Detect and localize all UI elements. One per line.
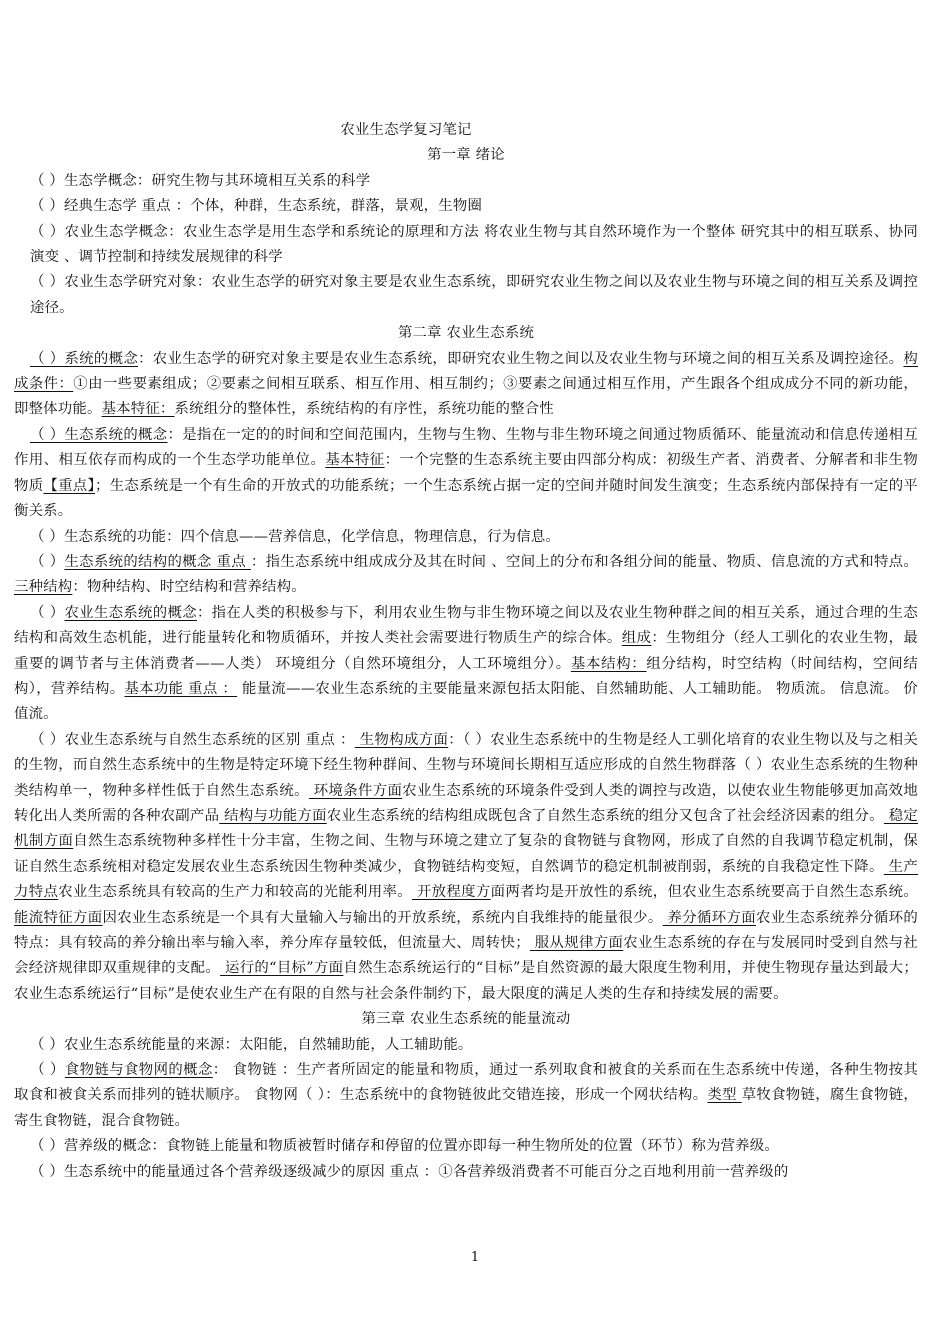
term-composition: 组成 [621, 630, 652, 647]
ch1-para-3: （ ）农业生态学概念：农业生态学是用生态学和系统论的原理和方法 将农业生物与其自然环境作为一个整体 研究其中的相互联系、协同演变 、调节控制和持续发展规律的科学 [30, 223, 918, 266]
term-food-chain-concept: 食物链与食物网的概念 [64, 1062, 213, 1079]
chapter-1-heading: 第一章 绪论 [427, 147, 505, 164]
term-environment: 环境条件方面 [308, 782, 403, 799]
term-stability: 稳定机制方面 [14, 807, 918, 850]
ch3-para-4: （ ）生态系统中的能量通过各个营养级逐级减少的原因 重点 ：①各营养级消费者不可能百分之百地利用前一营养级的 [30, 1163, 789, 1180]
ch1-para-1: （ ）生态学概念：研究生物与其环境相互关系的科学 [30, 172, 371, 189]
ch2-agro-ecosystem: （ ）农业生态系统的概念：指在人类的积极参与下，利用农业生物与非生物环境之间以及农业生物种群之间的相互关系，通过合理的生态结构和高效生态机能，进行能量转化和物质循环，并按人类社会需要进行物质生产的综合体。组成：生物组分（经人工驯化的农业生物，最重要的调节者与主体消费者——人类） 环境组分（自然环境组分，人工环境组分）。基本结构：组分结构，时空结构（时间结构，空间结构），营养结构。基本功能 重点 ： 能量流——农业生态系统的主要能量来源包括太阳能、自然辅助能、人工辅助能。 物质流。 信息流。 价值流。 [14, 604, 919, 723]
ch2-ecosystem-structure: （ ）生态系统的结构的概念 重点 ：指生态系统中组成成分及其在时间 、空间上的分布和各组分间的能量、物质、信息流的方式和特点。三种结构：物种结构、时空结构和营养结构。 [14, 553, 918, 596]
ch3-food-chain: （ ）食物链与食物网的概念： 食物链 ：生产者所固定的能量和物质，通过一系列取食和被食的关系而在生态系统中传递，各种生物按其取食和被食关系而排列的链状顺序。 食物网（ ）：生态系统中的食物链彼此交错连接，形成一个网状结构。类型 草牧食物链，腐生食物链，寄生食物链，混合食物链。 [14, 1062, 919, 1129]
chapter-2-heading: 第二章 农业生态系统 [397, 325, 535, 342]
term-basic-structure: 基本结构： [570, 655, 647, 672]
term-openness: 开放程度方 [412, 884, 491, 901]
term-basic-features: 基本特征： [101, 401, 175, 418]
term-biological-composition: 生物构成方面 [354, 731, 449, 748]
key-point-mark: 【重点】 [43, 477, 95, 494]
ch2-ecosystem-function: （ ）生态系统的功能：四个信息——营养信息，化学信息，物理信息，行为信息。 [30, 528, 561, 545]
ch1-para-2: （ ）经典生态学 重点 ：个体，种群，生态系统，群落，景观，生物圈 [30, 198, 483, 215]
term-nutrient-cycle: 养分循环方面 [662, 909, 756, 926]
document-body [14, 118, 918, 1185]
ch3-para-1: （ ）农业生态系统能量的来源：太阳能，自然辅助能，人工辅助能。 [30, 1036, 473, 1053]
chapter-3-heading: 第三章 农业生态系统的能量流动 [361, 1011, 571, 1028]
term-composition-conditions: 构成条件： [14, 350, 918, 393]
term-basic-function: 基本功能 重点 ： [124, 680, 238, 697]
ch3-para-3: （ ）营养级的概念：食物链上能量和物质被暂时储存和停留的位置亦即每一种生物所处的位置（环节）称为营养级。 [30, 1138, 779, 1155]
term-goal: 运行的“目标”方面 [220, 960, 344, 977]
term-types: 类型 [707, 1087, 742, 1104]
ch2-system-concept: （ ）系统的概念：农业生态学的研究对象主要是农业生态系统，即研究农业生物之间以及农业生物与环境之间的相互关系及调控途径。构成条件：①由一些要素组成；②要素之间相互联系、相互作用、相互制约；③要素之间通过相互作用，产生跟各个组成成分不同的新功能，即整体功能。基本特征：系统组分的整体性，系统结构的有序性，系统功能的整合性 [14, 350, 918, 418]
document-title: 农业生态学复习笔记 [340, 122, 472, 138]
ch1-para-4: （ ）农业生态学研究对象：农业生态学的研究对象主要是农业生态系统，即研究农业生物之间以及农业生物与环境之间的相互关系及调控途径。 [30, 274, 918, 316]
term-structure-concept: 生态系统的结构的概念 重点 [64, 553, 251, 570]
term-productivity: 生产力特点 [14, 858, 918, 901]
term-ecosystem-features: 基本特征 [325, 452, 385, 469]
term-three-structures: 三种结构 [14, 579, 73, 596]
ch2-ecosystem-concept: （ ）生态系统的概念：是指在一定的的时间和空间范围内，生物与生物、生物与非生物环境之间通过物质循环、能量流动和信息传递相互作用、相互依存而构成的一个生态学功能单位。基本特征：一个完整的生态系统主要由四部分构成：初级生产者、消费者、分解者和非生物物质【重点】；生态系统是一个有生命的开放式的功能系统；一个生态系统占据一定的空间并随时间发生演变；生态系统内部保持有一定的平衡关系。 [14, 426, 918, 520]
page-number: 1 [470, 1250, 480, 1265]
term-agro-ecosystem-concept: 农业生态系统的概念 [64, 604, 197, 621]
term-system-concept: （ ）系统的概念 [30, 350, 139, 367]
ch2-differences: （ ）农业生态系统与自然生态系统的区别 重点 ： 生物构成方面：（ ）农业生态系统中的生物是经人工驯化培育的农业生物以及与之相关的生物，而自然生态系统中的生物是特定环境下经生物种群间、生物与环境间长期相互适应形成的自然生物群落（ ）农业生态系统的生物种类结构单一，物种多样性低于自然生态系统。 环境条件方面农业生态系统的环境条件受到人类的调控与改造，以使农业生物能够更加高效地转化出人类所需的各种农副产品 结构与功能方面农业生态系统的结构组成既包含了自然生态系统的组分又包含了社会经济因素的组分。 稳定机制方面自然生态系统物种多样性十分丰富，生物之间、生物与环境之建立了复杂的食物链与食物网，形成了自然的自我调节稳定机制，保证自然生态系统相对稳定发展农业生态系统因生物种类减少，食物链结构变短，自然调节的稳定机制被削弱，系统的自我稳定性下降。 生产力特点农业生态系统具有较高的生产力和较高的光能利用率。 开放程度方面两者均是开放性的系统，但农业生态系统要高于自然生态系统。 能流特征方面因农业生态系统是一个具有大量输入与输出的开放系统，系统内自我维持的能量很少。 养分循环方面农业生态系统养分循环的特点：具有较高的养分输出率与输入率，养分库存量较低，但流量大、周转快； 服从规律方面农业生态系统的存在与发展同时受到自然与社会经济规律即双重规律的支配。 运行的“目标”方面自然生态系统运行的“目标”是自然资源的最大限度生物利用，并使生物现存量达到最大；农业生态系统运行“目标”是使农业生产在有限的自然与社会条件制约下，最大限度的满足人类的生存和持续发展的需要。 [14, 731, 919, 1002]
term-structure-function: 结构与功能方面 [219, 807, 327, 824]
term-energy-flow: 能流特征方面 [14, 909, 103, 926]
term-ecosystem-concept: （ ）生态系统的概念 [30, 426, 168, 443]
term-laws: 服从规律方面 [529, 935, 624, 951]
